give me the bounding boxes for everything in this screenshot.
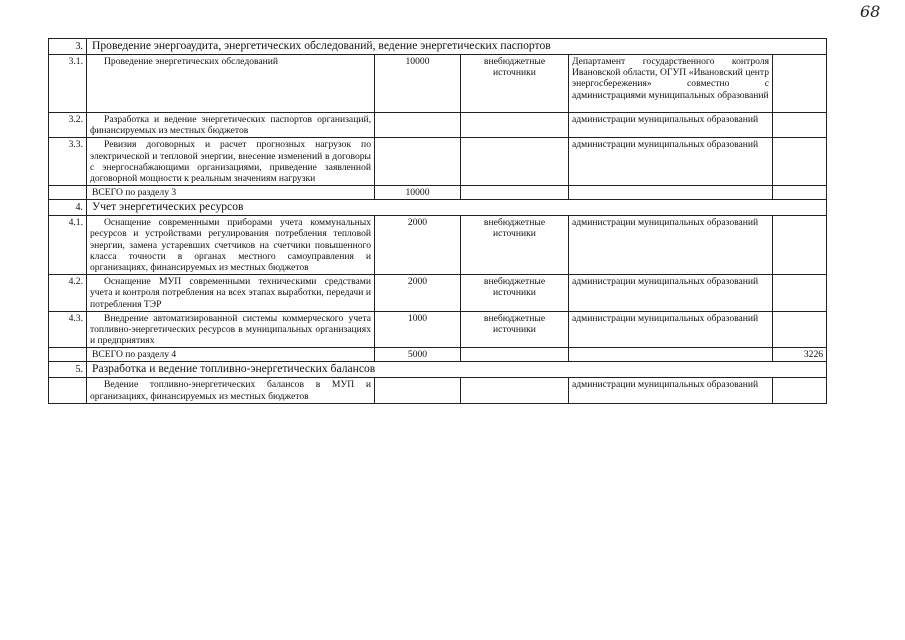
item-number: 3.3. xyxy=(49,138,87,186)
table-row xyxy=(49,378,827,403)
section-number: 3. xyxy=(49,39,87,55)
total-label: ВСЕГО по разделу 4 xyxy=(87,348,375,362)
item-extra xyxy=(773,311,827,348)
section-title: Учет энергетических ресурсов xyxy=(87,200,827,216)
item-extra xyxy=(773,378,827,403)
table-row xyxy=(49,275,827,312)
item-number xyxy=(49,378,87,403)
item-executor: администрации муниципальных образований xyxy=(569,275,773,312)
item-amount: 1000 xyxy=(375,311,461,348)
item-source: внебюджетные источники xyxy=(461,311,569,348)
table-row xyxy=(49,311,827,348)
item-extra xyxy=(773,138,827,186)
total-label: ВСЕГО по разделу 3 xyxy=(87,186,375,200)
item-executor: администрации муниципальных образований xyxy=(569,311,773,348)
total-source xyxy=(461,186,569,200)
item-amount xyxy=(375,138,461,186)
item-source: внебюджетные источники xyxy=(461,275,569,312)
item-description: Ревизия договорных и расчет прогнозных нагрузок по электрической и тепловой энергии, внесение изменений в договоры с энергоснабжающими организациями, приведение заявленной договорной мощности к реальным значениям нагрузки xyxy=(87,138,375,186)
item-description: Оснащение современными приборами учета коммунальных ресурсов и устройствами регулирования потребления тепловой энергии, замена устаревших счетчиков на счетчики повышенного класса точности в органах местного самоуправления и организациях, финансируемых из местных бюджетов xyxy=(87,216,375,275)
total-executor xyxy=(569,186,773,200)
item-executor: администрации муниципальных образований xyxy=(569,378,773,403)
total-source xyxy=(461,348,569,362)
item-description: Внедрение автоматизированной системы коммерческого учета топливно-энергетических ресурсов в муниципальных организациях и предприятиях xyxy=(87,311,375,348)
section-number: 4. xyxy=(49,200,87,216)
total-amount: 10000 xyxy=(375,186,461,200)
item-source xyxy=(461,378,569,403)
item-executor: Департамент государственного контроля Ивановской области, ОГУП «Ивановский центр энергосбережения» совместно с администрациями муниципальных образований xyxy=(569,55,773,113)
item-extra xyxy=(773,275,827,312)
item-description: Проведение энергетических обследований xyxy=(87,55,375,113)
page-number: 68 xyxy=(860,2,881,21)
total-amount: 5000 xyxy=(375,348,461,362)
table-row xyxy=(49,55,827,113)
item-number: 3.2. xyxy=(49,113,87,138)
item-source xyxy=(461,138,569,186)
item-extra xyxy=(773,55,827,113)
item-amount: 10000 xyxy=(375,55,461,113)
item-source xyxy=(461,113,569,138)
section-total-row xyxy=(49,348,827,362)
item-description: Ведение топливно-энергетических балансов в МУП и организациях, финансируемых из местных бюджетов xyxy=(87,378,375,403)
item-extra xyxy=(773,113,827,138)
measures-table xyxy=(48,38,827,404)
item-description: Разработка и ведение энергетических паспортов организаций, финансируемых из местных бюджетов xyxy=(87,113,375,138)
section-header xyxy=(49,362,827,378)
table-row xyxy=(49,216,827,275)
item-source: внебюджетные источники xyxy=(461,55,569,113)
total-extra xyxy=(773,186,827,200)
section-number: 5. xyxy=(49,362,87,378)
item-description: Оснащение МУП современными техническими средствами учета и контроля потребления на всех этапах выработки, передачи и потребления ТЭР xyxy=(87,275,375,312)
item-amount xyxy=(375,113,461,138)
item-number: 4.3. xyxy=(49,311,87,348)
item-number: 3.1. xyxy=(49,55,87,113)
total-number xyxy=(49,186,87,200)
table-row xyxy=(49,113,827,138)
item-amount: 2000 xyxy=(375,275,461,312)
item-number: 4.2. xyxy=(49,275,87,312)
table-row xyxy=(49,138,827,186)
total-number xyxy=(49,348,87,362)
item-executor: администрации муниципальных образований xyxy=(569,216,773,275)
item-executor: администрации муниципальных образований xyxy=(569,138,773,186)
item-amount xyxy=(375,378,461,403)
item-amount: 2000 xyxy=(375,216,461,275)
section-title: Разработка и ведение топливно-энергетических балансов xyxy=(87,362,827,378)
total-extra: 3226 xyxy=(773,348,827,362)
total-executor xyxy=(569,348,773,362)
item-number: 4.1. xyxy=(49,216,87,275)
section-total-row xyxy=(49,186,827,200)
section-title: Проведение энергоаудита, энергетических обследований, ведение энергетических паспортов xyxy=(87,39,827,55)
item-extra xyxy=(773,216,827,275)
item-source: внебюджетные источники xyxy=(461,216,569,275)
section-header xyxy=(49,39,827,55)
section-header xyxy=(49,200,827,216)
item-executor: администрации муниципальных образований xyxy=(569,113,773,138)
